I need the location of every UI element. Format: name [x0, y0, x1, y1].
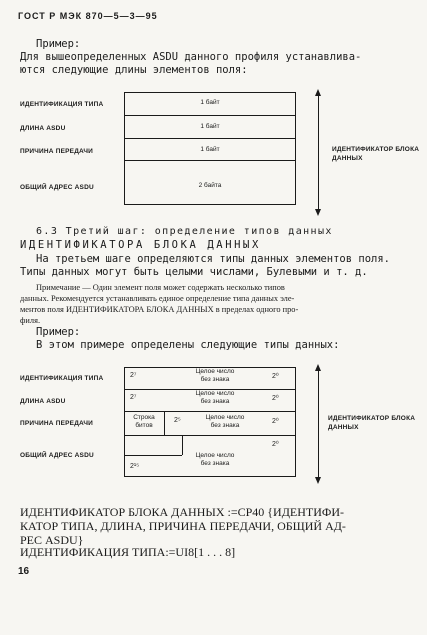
cell-cause-length: 1 байт [200, 146, 220, 153]
bit-lsb-label: 2⁰ [272, 395, 279, 402]
row-label-common-address: ОБЩИЙ АДРЕС ASDU [20, 452, 94, 459]
type-name-line-1: Целое число [195, 368, 235, 375]
row-label-common-address: ОБЩИЙ АДРЕС ASDU [20, 184, 94, 191]
document-header: ГОСТ Р МЭК 870—5—3—95 [18, 11, 158, 21]
table1-divider [124, 160, 296, 161]
type-name-line-1: Целое число [195, 452, 235, 459]
table2-divider [124, 435, 296, 436]
paragraph-line-2: Типы данных могут быть целыми числами, Булевыми и т. д. [20, 266, 368, 278]
row-label-type-id: ИДЕНТИФИКАЦИЯ ТИПА [20, 375, 104, 382]
note-line-1: Примечание — Один элемент поля может содержать несколько типов [36, 283, 285, 292]
table1-divider [124, 138, 296, 139]
example-label: Пример: [36, 38, 81, 50]
bit-lsb-label: 2⁰ [272, 418, 279, 425]
paragraph-line-3: В этом примере определены следующие типы данных: [36, 339, 340, 351]
intro-line-1: Для вышеопределенных ASDU данного профиля устанавлива- [20, 51, 362, 63]
type-name-line-2: без знака [200, 460, 230, 467]
definition-line-1: ИДЕНТИФИКАТОР БЛОКА ДАННЫХ :=CP40 {ИДЕНТИФИ- [20, 505, 345, 519]
note-line-2: данных. Рекомендуется устанавливать единое определение типа данных эле- [20, 294, 295, 303]
bitstring-line-1: Строка [133, 414, 155, 421]
definition-line-4: ИДЕНТИФИКАЦИЯ ТИПА:=UI8[1 . . . 8] [20, 545, 236, 559]
type-name-line-2: без знака [210, 422, 240, 429]
type-name-line-1: Целое число [205, 414, 245, 421]
arrow-up-icon [315, 364, 321, 371]
bracket-line [318, 93, 319, 212]
table2-column-divider [164, 411, 165, 435]
cell-type-id-length: 1 байт [200, 99, 220, 106]
cell-asdu-length: 1 байт [200, 123, 220, 130]
bit-msb-label: 2⁷ [130, 372, 137, 379]
row-label-cause: ПРИЧИНА ПЕРЕДАЧИ [20, 420, 94, 427]
intro-line-2: ются следующие длины элементов поля: [20, 64, 248, 76]
cell-address-length: 2 байта [198, 182, 222, 189]
arrow-down-icon [315, 209, 321, 216]
side-label-line-1: ИДЕНТИФИКАТОР БЛОКА [332, 146, 420, 153]
side-label-line-2: ДАННЫХ [332, 155, 363, 162]
arrow-down-icon [315, 477, 321, 484]
side-label-line-1: ИДЕНТИФИКАТОР БЛОКА [328, 415, 416, 422]
page-number: 16 [18, 566, 30, 577]
type-name-line-2: без знака [200, 398, 230, 405]
definition-line-3: РЕС ASDU} [20, 533, 84, 547]
type-name-line-2: без знака [200, 376, 230, 383]
bit-msb-label: 2⁵ [174, 417, 181, 424]
arrow-up-icon [315, 89, 321, 96]
row-label-asdu-length: ДЛИНА ASDU [20, 125, 66, 132]
definition-line-2: КАТОР ТИПА, ДЛИНА, ПРИЧИНА ПЕРЕДАЧИ, ОБЩИЙ АД- [20, 519, 346, 533]
section-heading-line-2: ИДЕНТИФИКАТОРА БЛОКА ДАННЫХ [20, 239, 261, 251]
row-label-cause: ПРИЧИНА ПЕРЕДАЧИ [20, 148, 94, 155]
table1-divider [124, 115, 296, 116]
example-label-2: Пример: [36, 326, 81, 338]
note-line-3: ментов поля ИДЕНТИФИКАТОРА БЛОКА ДАННЫХ в пределах одного про- [20, 305, 299, 314]
bit-msb-label: 2¹⁵ [130, 463, 140, 470]
row-label-type-id: ИДЕНТИФИКАЦИЯ ТИПА [20, 101, 104, 108]
table2-divider [124, 411, 296, 412]
row-label-asdu-length: ДЛИНА ASDU [20, 398, 66, 405]
type-name-line-1: Целое число [195, 390, 235, 397]
bitstring-line-2: битов [135, 422, 153, 429]
bracket-line [318, 368, 319, 480]
note-line-4: филя. [20, 316, 41, 325]
section-heading-line-1: 6.3 Третий шаг: определение типов данных [36, 226, 333, 237]
bit-lsb-label: 2⁰ [272, 373, 279, 380]
bit-msb-label: 2⁷ [130, 394, 137, 401]
side-label-line-2: ДАННЫХ [328, 424, 359, 431]
bit-lsb-label: 2⁰ [272, 441, 279, 448]
paragraph-line-1: На третьем шаге определяются типы данных элементов поля. [36, 253, 391, 265]
